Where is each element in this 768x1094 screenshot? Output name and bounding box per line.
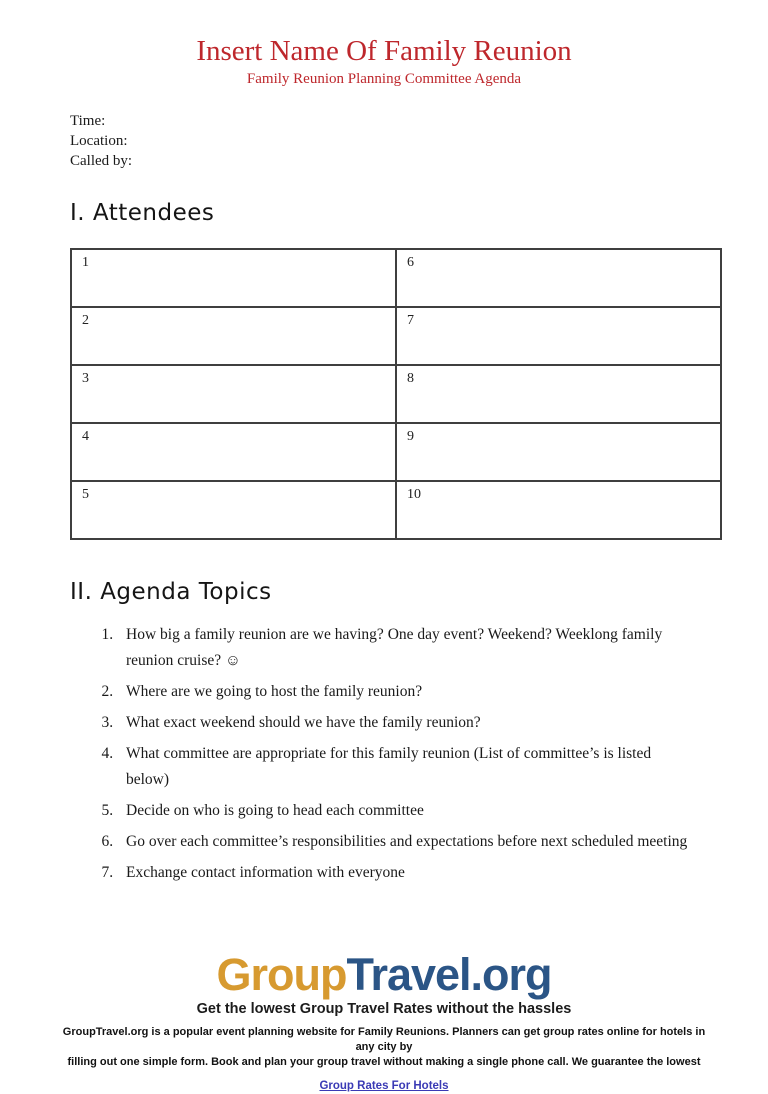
- page-title: Insert Name Of Family Reunion: [196, 35, 572, 67]
- footer-description-line: filling out one simple form. Book and plan your group travel without making a single phone call. We guarantee the lowest: [67, 1055, 701, 1068]
- document-page: [0, 35, 768, 1092]
- attendee-cell: 10: [396, 481, 721, 539]
- agenda-item: 6. Go over each committee’s responsibilities and expectations before next scheduled meeting: [117, 829, 698, 855]
- table-row: [71, 249, 721, 307]
- agenda-item: 2. Where are we going to host the family reunion?: [117, 679, 698, 705]
- grouptravel-logo: [0, 948, 768, 1000]
- agenda-item: 5. Decide on who is going to head each committee: [117, 798, 698, 824]
- attendees-heading: I. Attendees: [70, 199, 215, 226]
- group-rates-link[interactable]: Group Rates For Hotels: [319, 1079, 449, 1092]
- logo-text-group: Group: [216, 948, 347, 1000]
- footer-description-line: GroupTravel.org is a popular event planning website for Family Reunions. Planners can get group rates online for hotels in any city by: [62, 1025, 706, 1053]
- attendee-cell: 2: [71, 307, 396, 365]
- meta-block: [70, 111, 768, 171]
- agenda-item: 7. Exchange contact information with everyone: [117, 860, 698, 886]
- attendee-cell: 1: [71, 249, 396, 307]
- attendee-cell: 6: [396, 249, 721, 307]
- attendee-cell: 7: [396, 307, 721, 365]
- attendee-cell: 4: [71, 423, 396, 481]
- attendee-cell: 3: [71, 365, 396, 423]
- table-row: [71, 423, 721, 481]
- table-row: [71, 307, 721, 365]
- location-label: Location:: [70, 132, 128, 149]
- table-row: [71, 481, 721, 539]
- agenda-item: 1. How big a family reunion are we having? One day event? Weekend? Weeklong family reunion cruise? ☺: [117, 622, 698, 674]
- attendee-cell: 5: [71, 481, 396, 539]
- logo-text-org: .org: [470, 948, 552, 1000]
- footer-link-row: [0, 1076, 768, 1094]
- attendee-cell: 9: [396, 423, 721, 481]
- footer-description: [54, 1025, 714, 1070]
- agenda-heading: II. Agenda Topics: [70, 578, 272, 605]
- logo-tagline: Get the lowest Group Travel Rates without the hassles: [196, 1000, 572, 1017]
- table-row: [71, 365, 721, 423]
- time-label: Time:: [70, 112, 106, 129]
- attendee-cell: 8: [396, 365, 721, 423]
- called-by-label: Called by:: [70, 152, 133, 169]
- agenda-item: 3. What exact weekend should we have the family reunion?: [117, 710, 698, 736]
- page-subtitle: Family Reunion Planning Committee Agenda: [246, 70, 522, 87]
- agenda-list: [70, 622, 698, 886]
- logo-text-travel: Travel: [346, 948, 471, 1000]
- attendees-table: [70, 248, 722, 540]
- agenda-item: 4. What committee are appropriate for this family reunion (List of committee’s is listed below): [117, 741, 698, 793]
